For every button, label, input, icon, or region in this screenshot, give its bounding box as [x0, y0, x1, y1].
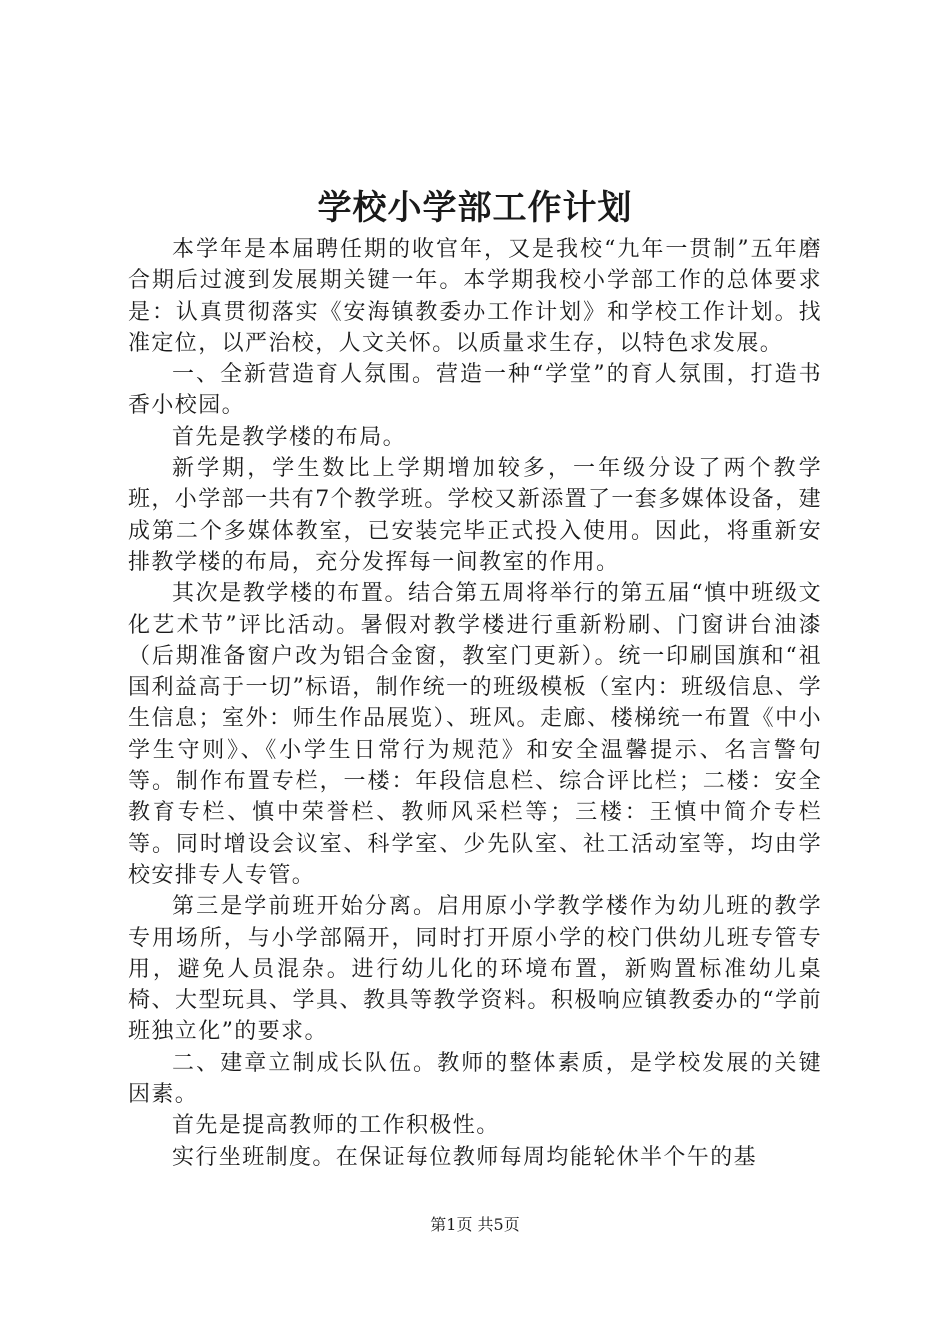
paragraph-teacher-motivation: 首先是提高教师的工作积极性。	[172, 1113, 500, 1139]
paragraph-preschool-separation: 第三是学前班开始分离。启用原小学教学楼作为幼儿班的教学专用场所，与小学部隔开，同时打开原小学的校门供幼儿班专管专用，避免人员混杂。进行幼儿化的环境布置，新购置标准幼儿桌椅、大型玩具、学具、教具等教学资料。积极响应镇教委办的“学前班独立化”的要求。	[128, 894, 822, 1045]
paragraph-layout-heading: 首先是教学楼的布局。	[172, 424, 407, 450]
page-footer: 第1页 共5页	[430, 1215, 520, 1234]
paragraph-section-one-heading: 一、全新营造育人氛围。营造一种“学堂”的育人氛围，打造书香小校园。	[128, 362, 822, 419]
document-title: 学校小学部工作计划	[317, 188, 633, 228]
paragraph-decoration-detail: 其次是教学楼的布置。结合第五周将举行的第五届“慎中班级文化艺术节”评比活动。暑假对教学楼进行重新粉刷、门窗讲台油漆（后期准备窗户改为铝合金窗，教室门更新）。统一印刷国旗和“祖国利益高于一切”标语，制作统一的班级模板（室内：班级信息、学生信息；室外：师生作品展览）、班风。走廊、楼梯统一布置《中小学生守则》、《小学生日常行为规范》和安全温馨提示、名言警句等。制作布置专栏，一楼：年段信息栏、综合评比栏；二楼：安全教育专栏、慎中荣誉栏、教师风采栏等；三楼：王慎中简介专栏等。同时增设会议室、科学室、少先队室、社工活动室等，均由学校安排专人专管。	[128, 581, 822, 888]
paragraph-intro: 本学年是本届聘任期的收官年，又是我校“九年一贯制”五年磨合期后过渡到发展期关键一年。本学期我校小学部工作的总体要求是：认真贯彻落实《安海镇教委办工作计划》和学校工作计划。找准定位，以严治校，人文关怀。以质量求生存，以特色求发展。	[128, 237, 822, 356]
paragraph-duty-system: 实行坐班制度。在保证每位教师每周均能轮休半个午的基	[172, 1144, 758, 1170]
paragraph-section-two-heading: 二、建章立制成长队伍。教师的整体素质，是学校发展的关键因素。	[128, 1050, 822, 1108]
paragraph-layout-detail: 新学期，学生数比上学期增加较多，一年级分设了两个教学班，小学部一共有7个教学班。学校又新添置了一套多媒体设备，建成第二个多媒体教室，已安装完毕正式投入使用。因此，将重新安排教学楼的布局，充分发挥每一间教室的作用。	[128, 456, 822, 575]
document-body	[128, 234, 822, 1173]
